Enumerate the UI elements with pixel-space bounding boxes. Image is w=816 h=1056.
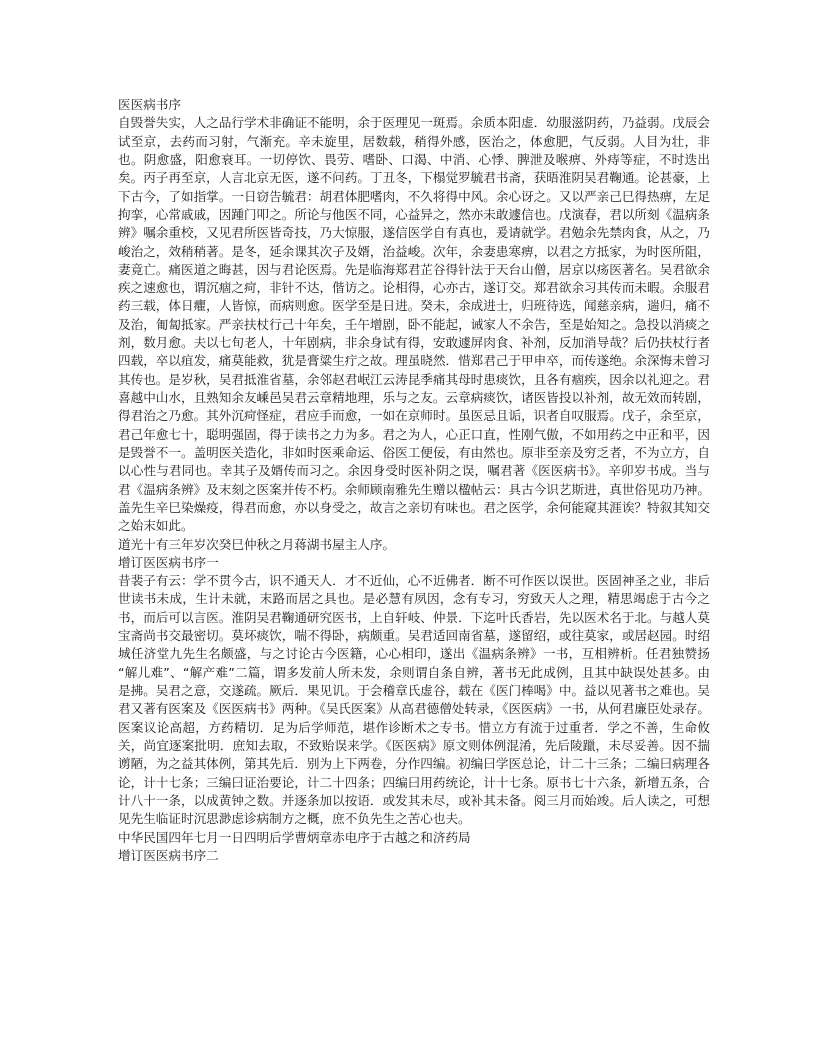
paragraph-preface-addendum-one-signature: 中华民国四年七月一日四明后学曹炳章赤电序于古越之和济药局 bbox=[118, 829, 471, 845]
paragraph-preface-addendum-one-1: 昔裴子有云：学不贯今古，识不通天人．才不近仙，心不近佛者．断不可作医以误世。医固神圣之业，非后世读书未成，生计未就，末路而居之具也。是必慧有夙因，念有专习，穷致天人之理，精思竭虑于古今之书，而后可以言医。淮阴吴君鞠通研究医书，上自轩岐、仲景．下迄叶氏香岩，先以医术名于北。与越人莫宝斋尚书交最密切。莫坏痰饮，喘不得卧，病颇重。吴君适回南省墓，遂留绍，或往莫家，或居赵园。时绍城任济堂九先生名颇盛，与之讨论古今医籍，心心相印，遂出《温病条辨》一书，互相辨析。任君独赞扬“解儿难”、“解产难”二篇，谓多发前人所未发，余则谓自条自辨，著书无此成例，且其中缺误处甚多。由是拂。吴君之意，交遂疏。厥后．果见讥。于会稽章氏虚谷，载在《医门棒喝》中。益以见著书之难也。吴君又著有医案及《医医病书》两种。《吴氏医案》从高君德僧处转录，《医医病》一书，从何君廉臣处录存。医案议论高超，方药精切．足为后学师范，堪作诊断术之专书。惜立方有流于过重者．学之不善，生命攸关，尚宜逐案批明．庶知去取，不致贻误来学。《医医病》原文则体例混淆，先后陵躐，未尽妥善。因不揣谫陋，为之益其体例，第其先后．别为上下两卷，分作四编。初编曰学医总论，计二十三条；二编曰病理各论，计十七条；三编曰证治要论，计二十四条；四编曰用药统论，计十七条。原书七十六条，新增五条，合计八十一条，以成黄钟之数。并逐条加以按语．或发其未尽，或补其未备。阅三月而始竣。后人读之，可想见先生临证时沉思渺虑诊病制方之概，庶不负先生之苦心也夫。 bbox=[118, 573, 710, 827]
section-heading-preface-main: 医医病书序 bbox=[118, 97, 181, 112]
section-heading-preface-addendum-one: 增订医医病书序一 bbox=[118, 554, 219, 570]
paragraph-preface-main-1: 自毁誉失实，人之品行学术非确证不能明，余于医理见一斑焉。余质本阳虚．幼服滋阴药，乃益弱。戊辰会试至京，去药而习射，气渐充。辛未旋里，居数载，稍得外感，医治之，体愈肥，气反弱。人目为壮，非也。阴愈盛，阳愈衰耳。一切停饮、畏劳、嗜卧、口渴、中消、心悸、脾泄及喉痹、外痔等症，不时迭出矣。丙子再至京，人言北京无医，遂不问药。丁丑冬，下榻觉罗毓君书斋，获晤淮阴吴君鞠通。论甚豪，上下古今，了如指掌。一日窃告毓君：胡君体肥嗜肉，不久将得中风。余心讶之。又以严亲己巳得热痹，左足拘挛，心常戚戚，因踵门叩之。所论与他医不同，心益异之，然亦未敢遽信也。戊演春，君以所刻《温病条辨》嘱余重校，又见君所医皆奇技，乃大惊服，遂信医学自有真也，爰请就学。君勉余先禁肉食，从之，乃峻治之，效稍稍著。是冬，延余课其次子及婿，治益峻。次年，余妻患寒痹，以君之方抵家，为时医所阻，妻竟亡。痛医道之晦甚，因与君论医焉。先是临海郑君芷谷得针法于天台山僧，居京以疡医著名。吴君欲余疾之速愈也，谓沉痼之疴，非针不达，偕访之。论相得，心亦古，遂订交。郑君欲余习其传而未暇。余服君药三载，体日癯，人皆惊，而病则愈。医学至是日进。癸未，余成进士，归班待选，闻慈亲病，遄归，痛不及治，匍匐抵家。严亲扶杖行己十年矣，壬午增剧，卧不能起，诫家人不余告，至是始知之。急投以消痰之剂，数月愈。夫以七旬老人，十年剧病，非余身试有得，安敢遽屏肉食、补剂，反加消导哉？后仍扶杖行者四载，卒以疽发，痛莫能救，犹是膏粱生疔之故。理虽晓然．惜郑君己于甲申卒，而传遂绝。余深悔未曾习其传也。是岁秋，吴君抵淮省墓，余邻赵君岷江云涛昆季痛其母时患痰饮，且各有痼疾，因余以礼迎之。君喜越中山水，且熟知余友嵊邑吴君云章精地理，乐与之友。云章病痰饮，诸医皆投以补剂，故无效而转剧，得君治之乃愈。其外沉疴怪症，君应手而愈，一如在京师时。虽医忌且诟，识者自叹服焉。戊子，余至京，君己年愈七十，聪明强固，得于读书之力为多。君之为人，心正口直，性刚气傲，不如用药之中正和平，因是毁誉不一。盖明医关造化，非如时医乘命运、俗医工便佞，有由然也。原非至亲及穷乏者，不为立方，自以心性与君同也。幸其子及婿传而习之。余因身受时医补阴之误，嘱君著《医医病书》。辛卯岁书成。当与君《温病条辨》及末刻之医案并传不朽。余师顾南雅先生赠以楹帖云：具古今识艺斯进，真世俗见功乃神。盖先生辛巳染燥疫，得君而愈，亦以身受之，故言之亲切有味也。君之医学，余何能窥其涯诶？特叙其知交之始末如此。 bbox=[118, 115, 710, 534]
paragraph-preface-main-signature: 道光十有三年岁次癸巳仲秋之月蒋湖书屋主人序。 bbox=[118, 536, 396, 552]
document-body bbox=[118, 96, 710, 865]
section-heading-preface-addendum-two: 增订医医病书序二 bbox=[118, 847, 219, 863]
